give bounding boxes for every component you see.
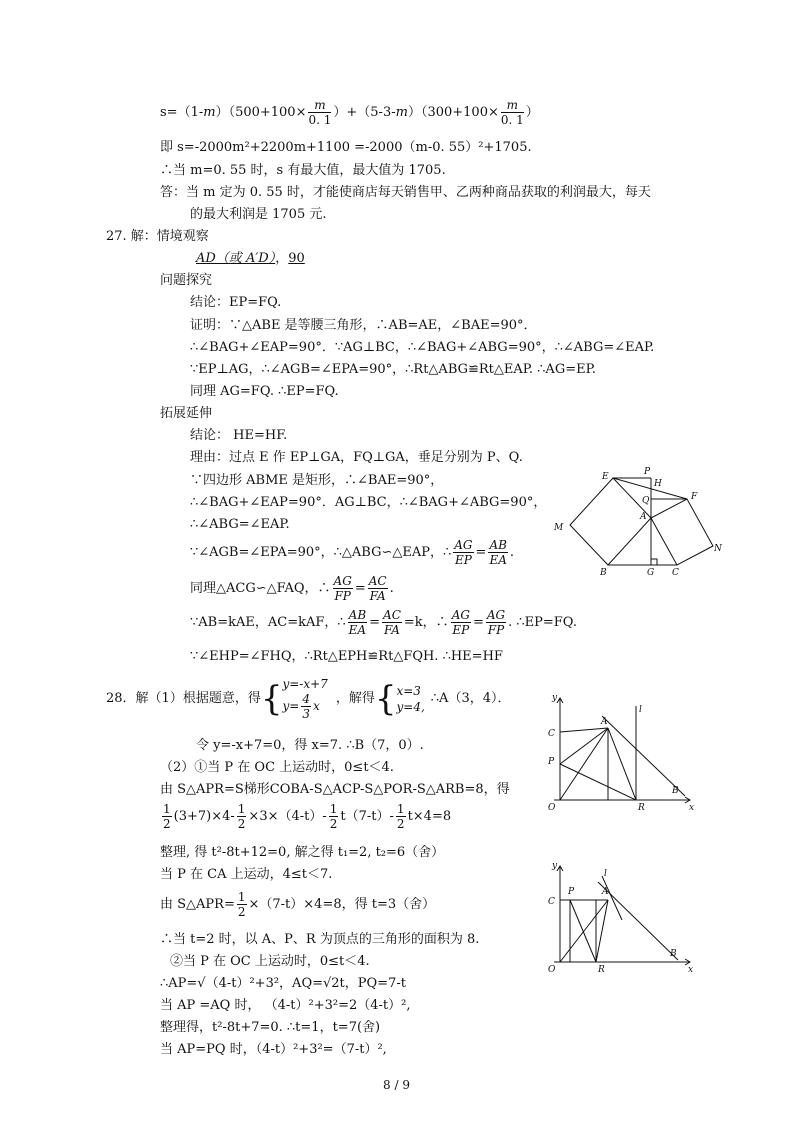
fraction [162, 802, 172, 831]
q27-proof-3: ∵EP⊥AG，∴∠AGB=∠EPA=90°，∴Rt△ABG≌Rt△EAP. ∴AG=EP. [190, 362, 596, 377]
label-f: F [691, 492, 698, 502]
fraction-numerator: AG [454, 538, 473, 552]
label-x: x [688, 965, 694, 975]
fraction-denominator: 0. 1 [500, 113, 524, 127]
fraction [237, 890, 247, 919]
equals: = [354, 581, 366, 596]
label-y: y [552, 693, 558, 703]
q26-fraction [501, 98, 524, 127]
q26-expr-var: m [395, 105, 408, 120]
fraction [451, 608, 471, 637]
text: t×4=8 [407, 809, 452, 824]
fraction-denominator: 2 [396, 817, 405, 831]
q26-answer-cont: 的最大利润是 1705 元. [190, 207, 327, 222]
q28-figure-2 [540, 860, 700, 978]
fraction [486, 608, 506, 637]
fraction-denominator: 2 [329, 817, 338, 831]
line-ca [560, 728, 608, 732]
q26-profit-expression [160, 98, 539, 127]
fraction-denominator: FP [334, 589, 351, 603]
text: . [509, 545, 515, 560]
fraction-denominator: EA [348, 623, 367, 637]
fraction [348, 608, 367, 637]
q27-extend-final: ∵∠EHP=∠FHQ，∴Rt△EPH≌Rt△FQH. ∴HE=HF [190, 649, 503, 664]
q28-ap-pq: 当 AP=PQ 时，（4-t）²+3²=（7-t）², [160, 1042, 387, 1057]
q27-extend-conclusion: 结论： HE=HF. [190, 428, 288, 443]
text: ∵∠AGB=∠EPA=90°，∴△ABG∽△EAP，∴ [190, 545, 452, 560]
text: 由 S△APR= [160, 897, 235, 912]
label-p: P [548, 757, 555, 767]
fig-line-ef [613, 478, 687, 499]
label-q: Q [642, 496, 650, 506]
q27-extend-2: ∴∠BAG+∠EAP=90°．AG⊥BC，∴∠BAG+∠ABG=90°， [190, 495, 547, 510]
fraction-numerator: AG [451, 608, 470, 622]
label-o: O [548, 803, 556, 813]
label-m: M [554, 523, 564, 533]
q26-expr-part: ）（500+100× [215, 105, 307, 120]
label-r: R [638, 803, 645, 813]
equation-line: x=3 [396, 683, 421, 698]
q27-explore-conclusion: 结论：EP=FQ. [190, 295, 282, 310]
text: ×（7-t）×4=8，得 t=3（舍） [248, 897, 436, 912]
text: t（7-t）- [340, 809, 394, 824]
system-brace: { [374, 678, 397, 719]
line-ar [596, 900, 608, 962]
label-b: B [600, 568, 607, 578]
fraction-denominator: 2 [163, 817, 171, 831]
fraction [368, 574, 388, 603]
q27-extend-3: ∴∠ABG=∠EAP. [190, 517, 290, 532]
fraction [382, 608, 402, 637]
label-r: R [598, 965, 605, 975]
line-ab [602, 716, 685, 796]
label-a: A [602, 887, 609, 897]
q27-observation-answer [196, 251, 305, 267]
fig-rect-abme [570, 478, 651, 565]
separator: ， [275, 251, 289, 266]
equals: = [472, 615, 484, 630]
label-x: x [689, 803, 695, 813]
text: . [389, 581, 394, 596]
text: x [312, 699, 320, 713]
q26-line-expand: 即 s=-2000m²+2200m+1100 =-2000（m-0. 55）²+1705. [160, 140, 532, 155]
q28-figure-1 [540, 692, 700, 816]
fraction-numerator: AB [489, 538, 507, 552]
label-l: l [604, 869, 607, 879]
q27-section-explore: 问题探究 [160, 273, 213, 288]
text: ×3×（4-t）- [248, 809, 327, 824]
q27-heading: 27. 解：情境观察 [106, 229, 209, 244]
fraction-denominator: EP [454, 553, 472, 567]
equation-line: y=-x+7 [282, 677, 328, 691]
label-c: C [548, 729, 555, 739]
q28-conclusion-1: ∴当 t=2 时，以 A、P、R 为顶点的三角形的面积为 8. [160, 932, 480, 947]
observation-blank-2: 90 [288, 251, 305, 266]
q27-extend-1: ∵四边形 ABME 是矩形，∴∠BAE=90°， [190, 473, 444, 488]
fraction-numerator: 1 [163, 802, 171, 816]
fraction [301, 692, 311, 721]
q28-part2-case1: （2）①当 P 在 OC 上运动时，0≤t＜4. [160, 760, 394, 775]
q28-area-equation [160, 802, 451, 831]
text: 28．解（1）根据题意，得 [106, 691, 261, 706]
q27-extend-ratio [190, 608, 577, 637]
fraction [453, 538, 473, 567]
fraction [488, 538, 507, 567]
line-oa [560, 900, 608, 962]
fraction-numerator: 1 [237, 802, 246, 816]
line-oa [560, 728, 608, 800]
equation-line [282, 692, 327, 721]
label-p: P [644, 467, 651, 477]
label-h: H [654, 479, 662, 489]
line-pa [560, 728, 608, 764]
q27-section-extend: 拓展延伸 [160, 406, 213, 421]
q27-proof-1: 证明：∵△ABE 是等腰三角形，∴AB=AE，∠BAE=90°． [190, 318, 537, 333]
q28-line-b: 令 y=-x+7=0，得 x=7. ∴B（7，0）. [196, 738, 424, 753]
fig-rect-acnf [651, 499, 713, 565]
label-y: y [552, 861, 558, 871]
fraction [396, 802, 406, 831]
q27-extend-similar-2 [190, 574, 394, 603]
label-n: N [714, 544, 722, 554]
q28-case-ca: 当 P 在 CA 上运动，4≤t＜7. [160, 867, 333, 882]
fraction [237, 802, 247, 831]
label-c: C [548, 897, 555, 907]
fraction-denominator: 2 [237, 817, 246, 831]
q28-part1 [106, 676, 510, 721]
label-c: C [672, 568, 679, 578]
q26-expr-part: ）+（5-3- [333, 105, 396, 120]
q28-lengths: ∴AP=√（4-t）²+3²，AQ=√2t，PQ=7-t [160, 976, 406, 991]
fraction [333, 574, 353, 603]
fraction-denominator: 2 [237, 905, 246, 919]
label-b: B [670, 949, 677, 959]
label-b: B [672, 786, 679, 796]
solution-system [396, 683, 424, 715]
q26-line-max: ∴当 m=0. 55 时，s 有最大值，最大值为 1705. [160, 163, 446, 178]
label-a: A [640, 512, 647, 522]
text: 同理△ACG∽△FAQ，∴ [190, 581, 331, 596]
fraction-numerator: AG [486, 608, 506, 622]
system-brace: { [260, 678, 283, 719]
q28-solve-1: 整理, 得 t²-8t+12=0, 解之得 t₁=2, t₂=6（舍） [160, 845, 445, 860]
q28-area-ca [160, 890, 435, 919]
label-g: G [647, 568, 655, 578]
q28-ap-aq: 当 AP =AQ 时， （4-t）²+3²=2（4-t）², [160, 998, 411, 1013]
observation-blank-1: AD（或 A′D） [196, 251, 276, 266]
equation-system [282, 676, 327, 721]
label-p: P [568, 887, 575, 897]
q26-expr-part: s=（1- [160, 105, 204, 120]
equals: = [475, 545, 487, 560]
text: . ∴EP=FQ. [508, 615, 577, 630]
text: =k，∴ [403, 615, 449, 630]
text: ∴A（3，4）． [430, 691, 511, 706]
q26-expr-part: ） [525, 105, 539, 120]
line-pr [570, 900, 596, 962]
label-a: A [601, 717, 608, 727]
q26-expr-var: m [203, 105, 216, 120]
fraction-numerator: AC [383, 608, 401, 622]
fraction-denominator: EP [452, 623, 470, 637]
fraction-numerator: AC [368, 574, 387, 588]
text: ∵AB=kAE，AC=kAF，∴ [190, 615, 346, 630]
q27-proof-2: ∴∠BAG+∠EAP=90°．∵AG⊥BC，∴∠BAG+∠ABG=90°，∴∠ABG=∠EAP. [190, 340, 655, 355]
fraction-denominator: FA [369, 589, 386, 603]
fraction-numerator: 1 [329, 802, 338, 816]
label-l: l [639, 705, 642, 715]
q27-geometry-figure [552, 462, 732, 582]
q26-fraction [308, 98, 331, 127]
q26-answer: 答：当 m 定为 0. 55 时，才能使商店每天销售甲、乙两种商品获取的利润最大，每天 [160, 185, 651, 200]
text: ，解得 [335, 691, 375, 706]
fraction-numerator: 4 [302, 692, 310, 706]
fraction-numerator: m [501, 98, 524, 113]
fraction-numerator: m [308, 98, 331, 113]
text: y= [282, 699, 300, 713]
fraction-denominator: 3 [302, 707, 310, 721]
fraction-numerator: 1 [237, 890, 246, 904]
equals: = [369, 615, 381, 630]
q26-expr-part: ）（300+100× [407, 105, 499, 120]
fraction-numerator: AB [348, 608, 367, 622]
q27-extend-reason: 理由：过点 E 作 EP⊥GA，FQ⊥GA，垂足分别为 P、Q. [190, 450, 523, 465]
q28-area-setup: 由 S△APR=S梯形COBA-S△ACP-S△POR-S△ARB=8，得 [160, 782, 510, 797]
equation-line: y=4, [396, 699, 425, 714]
q27-proof-4: 同理 AG=FQ. ∴EP=FQ. [190, 384, 339, 399]
fraction-denominator: FA [384, 623, 400, 637]
label-e: E [602, 472, 609, 482]
fraction-numerator: 1 [396, 802, 405, 816]
fig-right-angle [651, 559, 657, 565]
fraction [329, 802, 339, 831]
text: (3+7)×4- [173, 809, 235, 824]
fraction-denominator: 0. 1 [308, 113, 332, 127]
fraction-denominator: EA [489, 553, 507, 567]
q28-solve-2: 整理得，t²-8t+7=0. ∴t=1，t=7(舍) [160, 1020, 381, 1035]
q28-case2: ②当 P 在 OC 上运动时，0≤t＜4. [170, 954, 370, 969]
label-o: O [548, 965, 556, 975]
q27-extend-similar-1 [190, 538, 514, 567]
page-number: 8 / 9 [383, 1078, 410, 1092]
fraction-denominator: FP [487, 623, 505, 637]
fraction-numerator: AG [333, 574, 352, 588]
